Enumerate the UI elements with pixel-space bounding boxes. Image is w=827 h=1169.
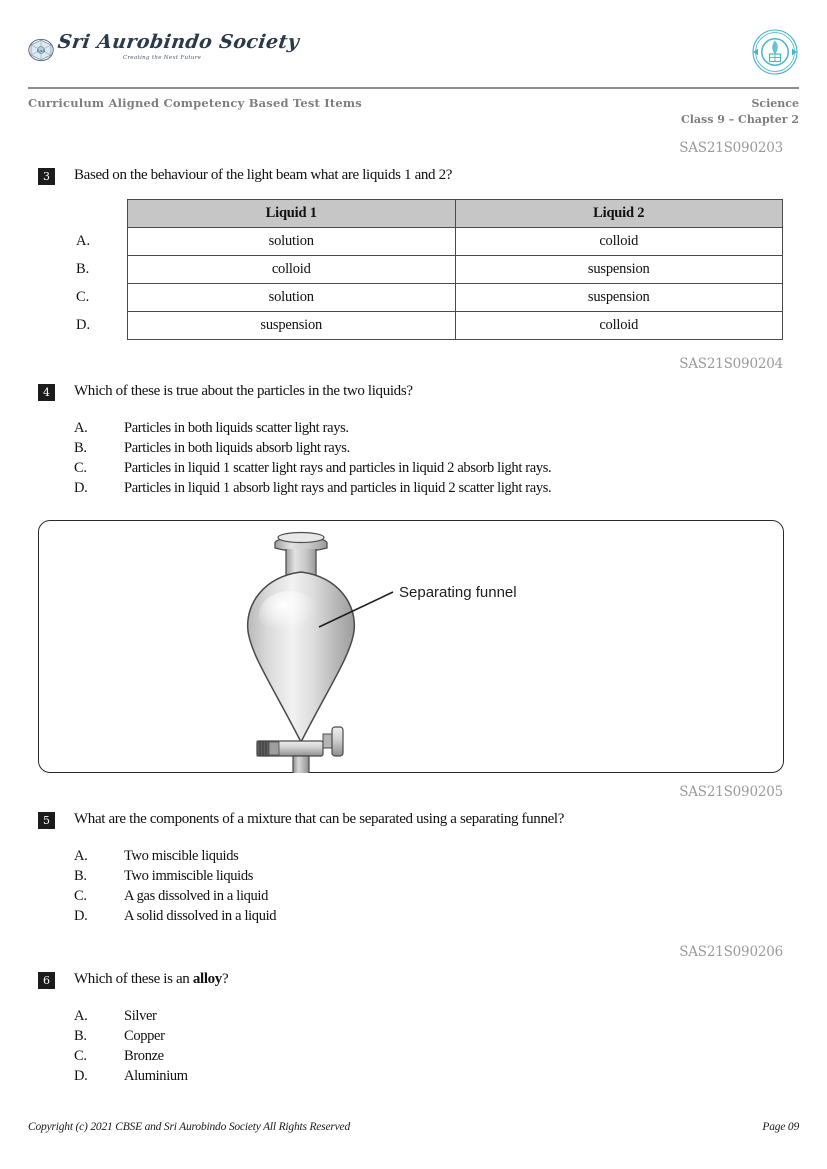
option-letter: A. bbox=[74, 848, 88, 864]
page-header bbox=[0, 0, 827, 86]
column-header: Liquid 1 bbox=[128, 200, 456, 228]
option-letter: C. bbox=[74, 1048, 87, 1064]
question-code: SAS21S090206 bbox=[679, 944, 783, 960]
page-number: Page 09 bbox=[762, 1121, 799, 1133]
table-cell: suspension bbox=[455, 284, 783, 312]
society-emblem-icon bbox=[28, 38, 54, 62]
question-text: What are the components of a mixture that can be separated using a separating funnel? bbox=[74, 811, 565, 827]
option-text: Silver bbox=[124, 1008, 157, 1024]
society-name: Sri Aurobindo Society bbox=[56, 31, 301, 53]
option-text: Particles in liquid 1 absorb light rays and particles in liquid 2 scatter light rays. bbox=[124, 480, 552, 496]
options-list bbox=[74, 1006, 827, 1086]
option-letter: B. bbox=[74, 1028, 87, 1044]
option-text: A solid dissolved in a liquid bbox=[124, 908, 277, 924]
answer-options-table-wrapper bbox=[38, 199, 827, 340]
question-text-pre: Which of these is an bbox=[74, 971, 193, 987]
class-chapter-label: Class 9 – Chapter 2 bbox=[680, 112, 799, 126]
society-tagline: Creating the Next Future bbox=[123, 55, 202, 61]
option-text: A gas dissolved in a liquid bbox=[124, 888, 269, 904]
option-item[interactable] bbox=[74, 866, 827, 886]
option-item[interactable] bbox=[74, 1006, 827, 1026]
question-text: Which of these is true about the particles in the two liquids? bbox=[74, 383, 413, 399]
option-item[interactable] bbox=[74, 906, 827, 926]
page-title: Curriculum Aligned Competency Based Test Items bbox=[28, 96, 362, 110]
option-letter: A. bbox=[76, 233, 91, 249]
option-text: Copper bbox=[124, 1028, 165, 1044]
question-5 bbox=[38, 810, 827, 829]
option-text: Aluminium bbox=[124, 1068, 188, 1084]
option-text: Particles in both liquids absorb light rays. bbox=[124, 440, 350, 456]
table-row[interactable] bbox=[128, 228, 783, 256]
header-divider bbox=[28, 87, 799, 89]
option-letter: C. bbox=[74, 888, 87, 904]
table-cell: colloid bbox=[455, 312, 783, 340]
table-cell: colloid bbox=[128, 256, 456, 284]
options-list bbox=[74, 846, 827, 926]
option-item[interactable] bbox=[74, 886, 827, 906]
option-text: Two miscible liquids bbox=[124, 848, 239, 864]
liquids-comparison-table bbox=[127, 199, 783, 340]
question-code: SAS21S090205 bbox=[679, 784, 783, 800]
options-list bbox=[74, 418, 827, 498]
question-code: SAS21S090204 bbox=[679, 356, 783, 372]
cbse-emblem-icon bbox=[751, 28, 799, 76]
option-letter: C. bbox=[74, 460, 87, 476]
question-text: Based on the behaviour of the light beam what are liquids 1 and 2? bbox=[74, 167, 453, 183]
question-6 bbox=[38, 970, 827, 989]
header-subject-block bbox=[681, 96, 799, 128]
option-letter: D. bbox=[76, 317, 91, 333]
table-cell: solution bbox=[128, 284, 456, 312]
option-letter: D. bbox=[74, 908, 88, 924]
question-4 bbox=[38, 382, 827, 401]
question-text-post: ? bbox=[221, 971, 229, 987]
table-cell: solution bbox=[128, 228, 456, 256]
option-letter: A. bbox=[74, 1008, 88, 1024]
copyright-text: Copyright (c) 2021 CBSE and Sri Aurobindo Society All Rights Reserved bbox=[28, 1121, 350, 1133]
option-item[interactable] bbox=[74, 846, 827, 866]
option-letter: A. bbox=[74, 420, 88, 436]
table-row[interactable] bbox=[128, 256, 783, 284]
page-footer bbox=[28, 1121, 799, 1133]
question-number-badge: 4 bbox=[38, 384, 55, 401]
question-text bbox=[74, 970, 228, 989]
option-letter: B. bbox=[74, 868, 87, 884]
table-cell: colloid bbox=[455, 228, 783, 256]
option-letter: B. bbox=[76, 261, 90, 277]
table-row[interactable] bbox=[128, 312, 783, 340]
option-item[interactable] bbox=[74, 1026, 827, 1046]
svg-text:SAS: SAS bbox=[36, 48, 46, 54]
question-number-badge: 6 bbox=[38, 972, 55, 989]
option-letter: D. bbox=[74, 1068, 88, 1084]
question-number-badge: 5 bbox=[38, 812, 55, 829]
option-text: Bronze bbox=[124, 1048, 164, 1064]
question-code: SAS21S090203 bbox=[679, 140, 783, 156]
question-text-emphasis: alloy bbox=[192, 971, 222, 987]
option-text: Particles in liquid 1 scatter light rays and particles in liquid 2 absorb light rays. bbox=[124, 460, 552, 476]
column-header: Liquid 2 bbox=[455, 200, 783, 228]
option-letter: B. bbox=[74, 440, 87, 456]
table-cell: suspension bbox=[455, 256, 783, 284]
option-letters-column bbox=[38, 199, 127, 340]
subject-label: Science bbox=[751, 97, 799, 110]
option-letter: C. bbox=[76, 289, 90, 305]
figure-label: Separating funnel bbox=[399, 584, 517, 601]
separating-funnel-figure-box bbox=[38, 520, 784, 773]
table-header-row bbox=[128, 200, 783, 228]
table-cell: suspension bbox=[128, 312, 456, 340]
option-item[interactable] bbox=[74, 438, 827, 458]
main-content bbox=[0, 140, 827, 1109]
question-3 bbox=[38, 166, 827, 185]
sri-aurobindo-society-logo bbox=[28, 31, 301, 73]
option-item[interactable] bbox=[74, 1066, 827, 1086]
option-letter: D. bbox=[74, 480, 88, 496]
option-text: Particles in both liquids scatter light rays. bbox=[124, 420, 349, 436]
option-item[interactable] bbox=[74, 478, 827, 498]
question-number-badge: 3 bbox=[38, 168, 55, 185]
separating-funnel-diagram bbox=[201, 527, 621, 773]
option-item[interactable] bbox=[74, 458, 827, 478]
option-text: Two immiscible liquids bbox=[124, 868, 254, 884]
table-row[interactable] bbox=[128, 284, 783, 312]
option-item[interactable] bbox=[74, 1046, 827, 1066]
option-item[interactable] bbox=[74, 418, 827, 438]
